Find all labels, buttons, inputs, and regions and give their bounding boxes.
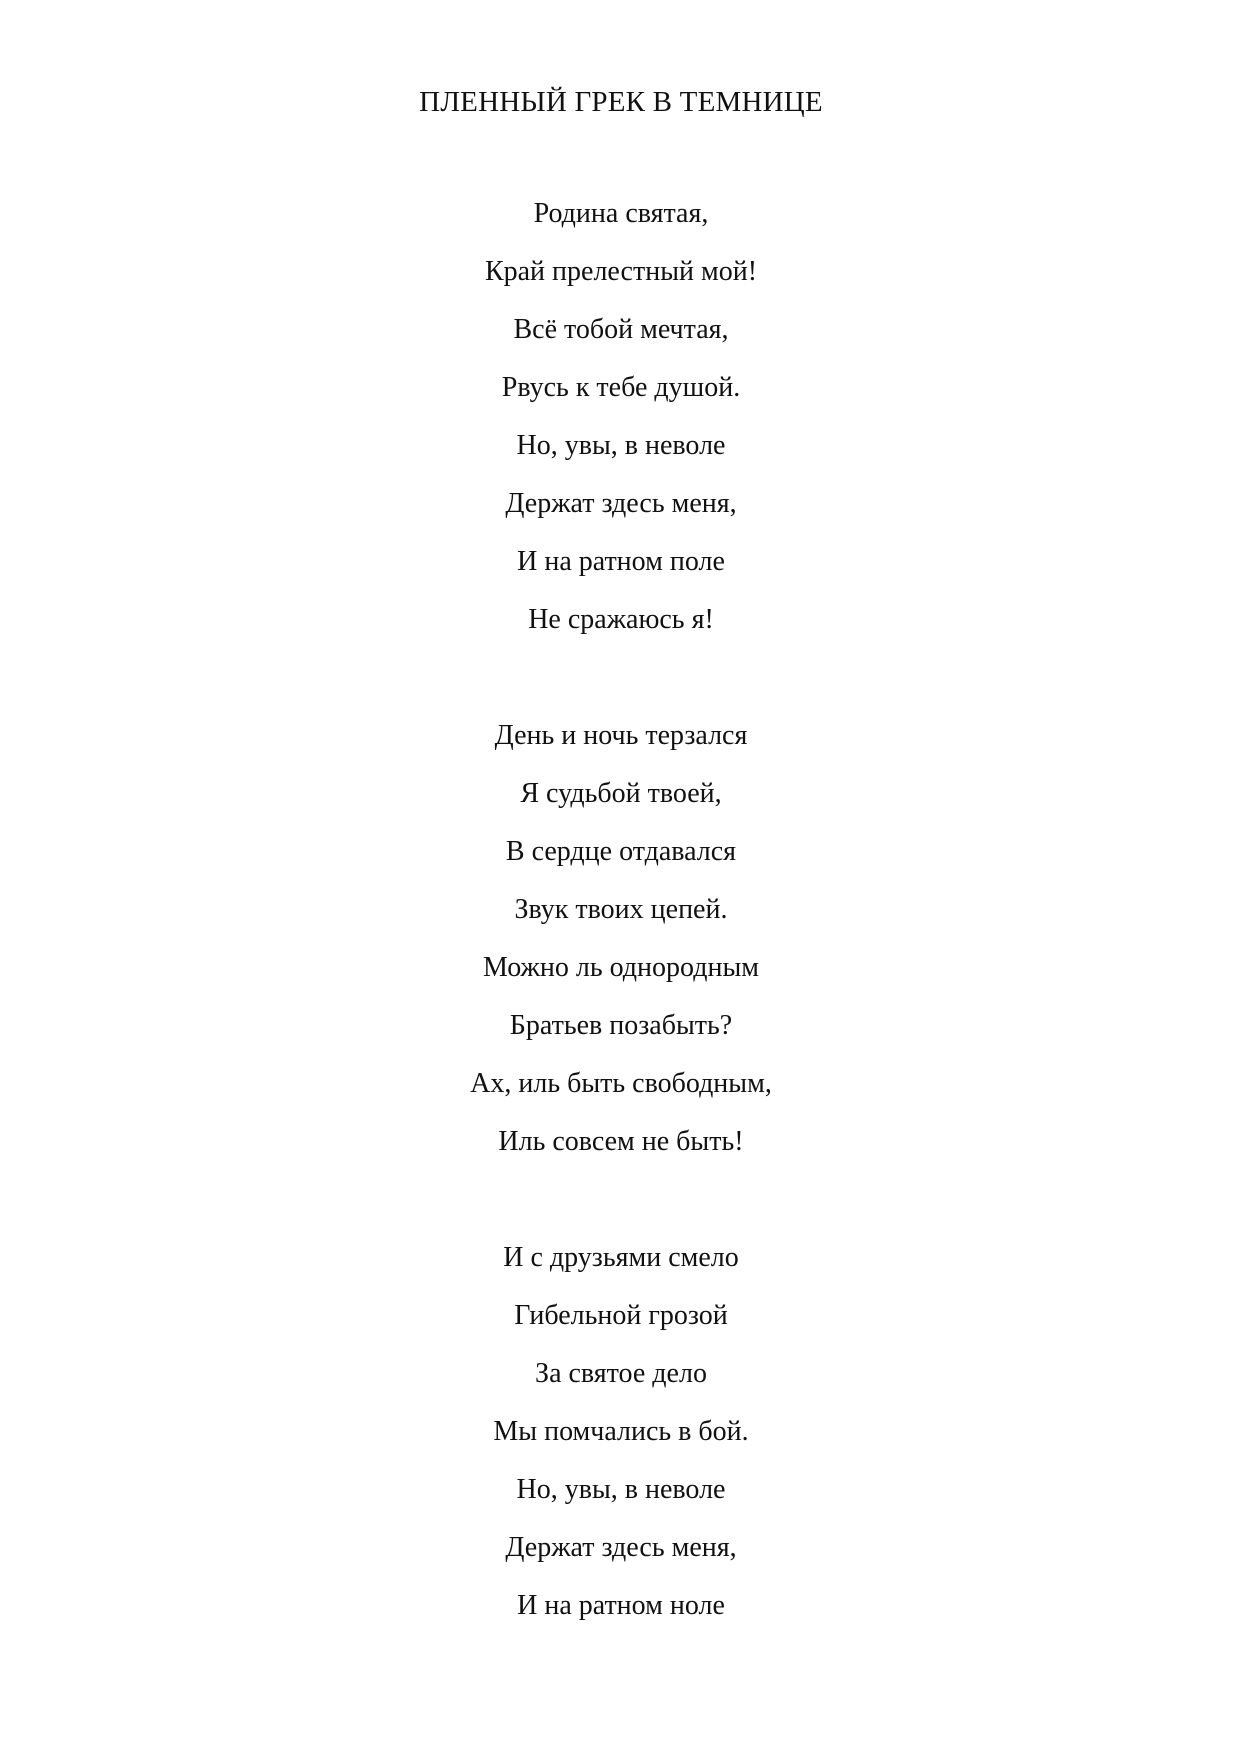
poem-line: В сердце отдавался bbox=[505, 836, 737, 867]
poem-line: И с друзьями смело bbox=[503, 1242, 739, 1273]
poem-line: Держат здесь меня, bbox=[505, 488, 737, 519]
poem-line: Край прелестный мой! bbox=[484, 256, 758, 287]
stanza-3 bbox=[0, 1240, 1242, 1646]
poem-line: Ах, иль быть свободным, bbox=[470, 1068, 772, 1099]
poem-line: Держат здесь меня, bbox=[505, 1532, 737, 1563]
poem-line: Всё тобой мечтая, bbox=[513, 314, 729, 345]
poem-line: Рвусь к тебе душой. bbox=[501, 372, 741, 403]
poem-line: Но, увы, в неволе bbox=[516, 1474, 726, 1505]
poem-line: Я судьбой твоей, bbox=[520, 778, 722, 809]
poem-line: Но, увы, в неволе bbox=[516, 430, 726, 461]
poem-line: И на ратном ноле bbox=[517, 1590, 725, 1621]
poem-line: Братьев позабыть? bbox=[509, 1010, 733, 1041]
poem-title: ПЛЕННЫЙ ГРЕК В ТЕМНИЦЕ bbox=[419, 86, 823, 118]
poem-line: Можно ль однородным bbox=[483, 952, 759, 983]
stanza-2 bbox=[0, 718, 1242, 1182]
poem-line: День и ночь терзался bbox=[494, 720, 748, 751]
poem-line: Родина святая, bbox=[533, 198, 709, 229]
poem-line: Гибельной грозой bbox=[514, 1300, 728, 1331]
stanza-1 bbox=[0, 196, 1242, 660]
poem-line: За святое дело bbox=[535, 1358, 707, 1389]
poem-line: Иль совсем не быть! bbox=[498, 1126, 744, 1157]
poem-line: Звук твоих цепей. bbox=[514, 894, 728, 925]
poem-line: Мы помчались в бой. bbox=[493, 1416, 749, 1447]
poem-line: Не сражаюсь я! bbox=[528, 604, 714, 635]
poem-line: И на ратном поле bbox=[517, 546, 725, 577]
